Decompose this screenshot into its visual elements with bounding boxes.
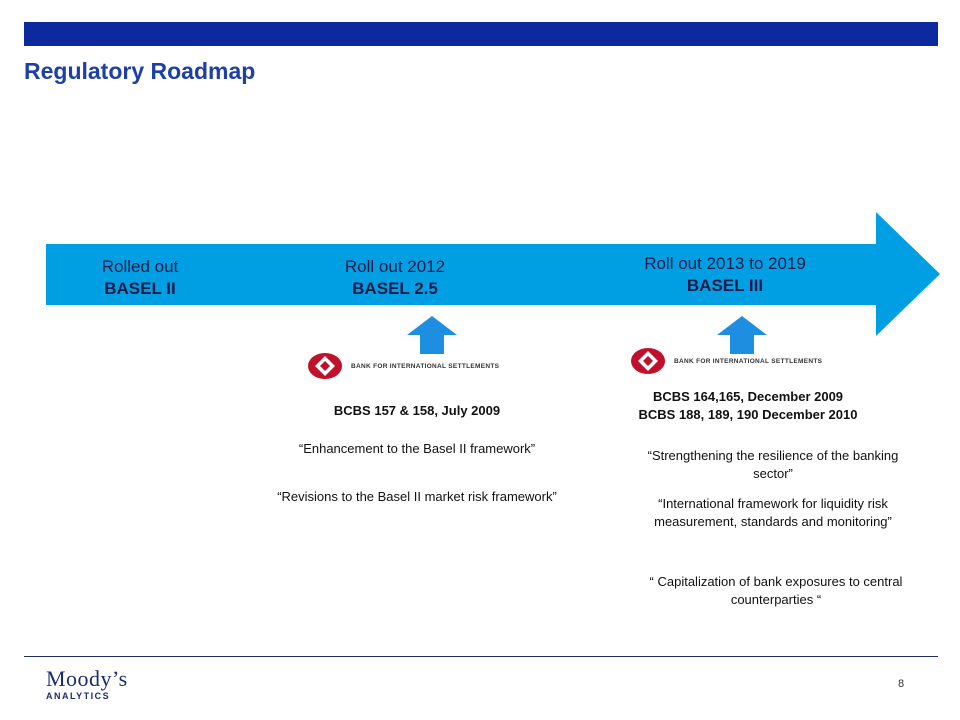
stage-basel-2-status: Rolled out bbox=[101, 257, 179, 276]
moodys-analytics-logo bbox=[46, 668, 128, 701]
bis-logo-text: BANK FOR INTERNATIONAL SETTLEMENTS bbox=[674, 357, 823, 365]
stage-basel-2-5-status: Roll out 2012 bbox=[344, 257, 446, 276]
basel-2-5-reference: BCBS 157 & 158, July 2009 bbox=[333, 403, 501, 418]
stage-basel-2-5 bbox=[320, 256, 470, 300]
basel-3-reference-line: BCBS 164,165, December 2009 bbox=[652, 389, 844, 404]
up-arrow-icon bbox=[407, 316, 457, 354]
basel-3-reference-line: BCBS 188, 189, 190 December 2010 bbox=[638, 407, 858, 422]
footer-divider bbox=[24, 656, 938, 657]
stage-basel-2-label: BASEL II bbox=[104, 279, 176, 298]
stage-basel-3 bbox=[615, 253, 835, 297]
bis-logo bbox=[630, 347, 822, 375]
stage-basel-2-5-label: BASEL 2.5 bbox=[352, 279, 438, 298]
stage-basel-3-label: BASEL III bbox=[686, 276, 764, 295]
basel-3-quote: “International framework for liquidity risk measurement, standards and monitoring” bbox=[654, 496, 892, 529]
logo-subtitle: ANALYTICS bbox=[46, 691, 111, 701]
bis-emblem-icon bbox=[307, 352, 343, 380]
basel-3-quote: “Strengthening the resilience of the banking sector” bbox=[647, 448, 899, 481]
bis-logo-text: BANK FOR INTERNATIONAL SETTLEMENTS bbox=[351, 362, 500, 370]
stage-basel-2 bbox=[80, 256, 200, 300]
basel-3-quote: “ Capitalization of bank exposures to central counterparties “ bbox=[649, 574, 903, 607]
bis-emblem-icon bbox=[630, 347, 666, 375]
basel-2-5-quote: “Revisions to the Basel II market risk framework” bbox=[277, 489, 557, 504]
basel-3-reference bbox=[608, 388, 888, 424]
logo-wordmark: Moody’s bbox=[46, 666, 128, 691]
basel-2-5-quote: “Enhancement to the Basel II framework” bbox=[298, 441, 536, 456]
stage-basel-3-status: Roll out 2013 to 2019 bbox=[644, 254, 806, 273]
slide-title: Regulatory Roadmap bbox=[24, 58, 256, 84]
bis-logo bbox=[307, 352, 499, 380]
page-number: 8 bbox=[898, 678, 905, 690]
